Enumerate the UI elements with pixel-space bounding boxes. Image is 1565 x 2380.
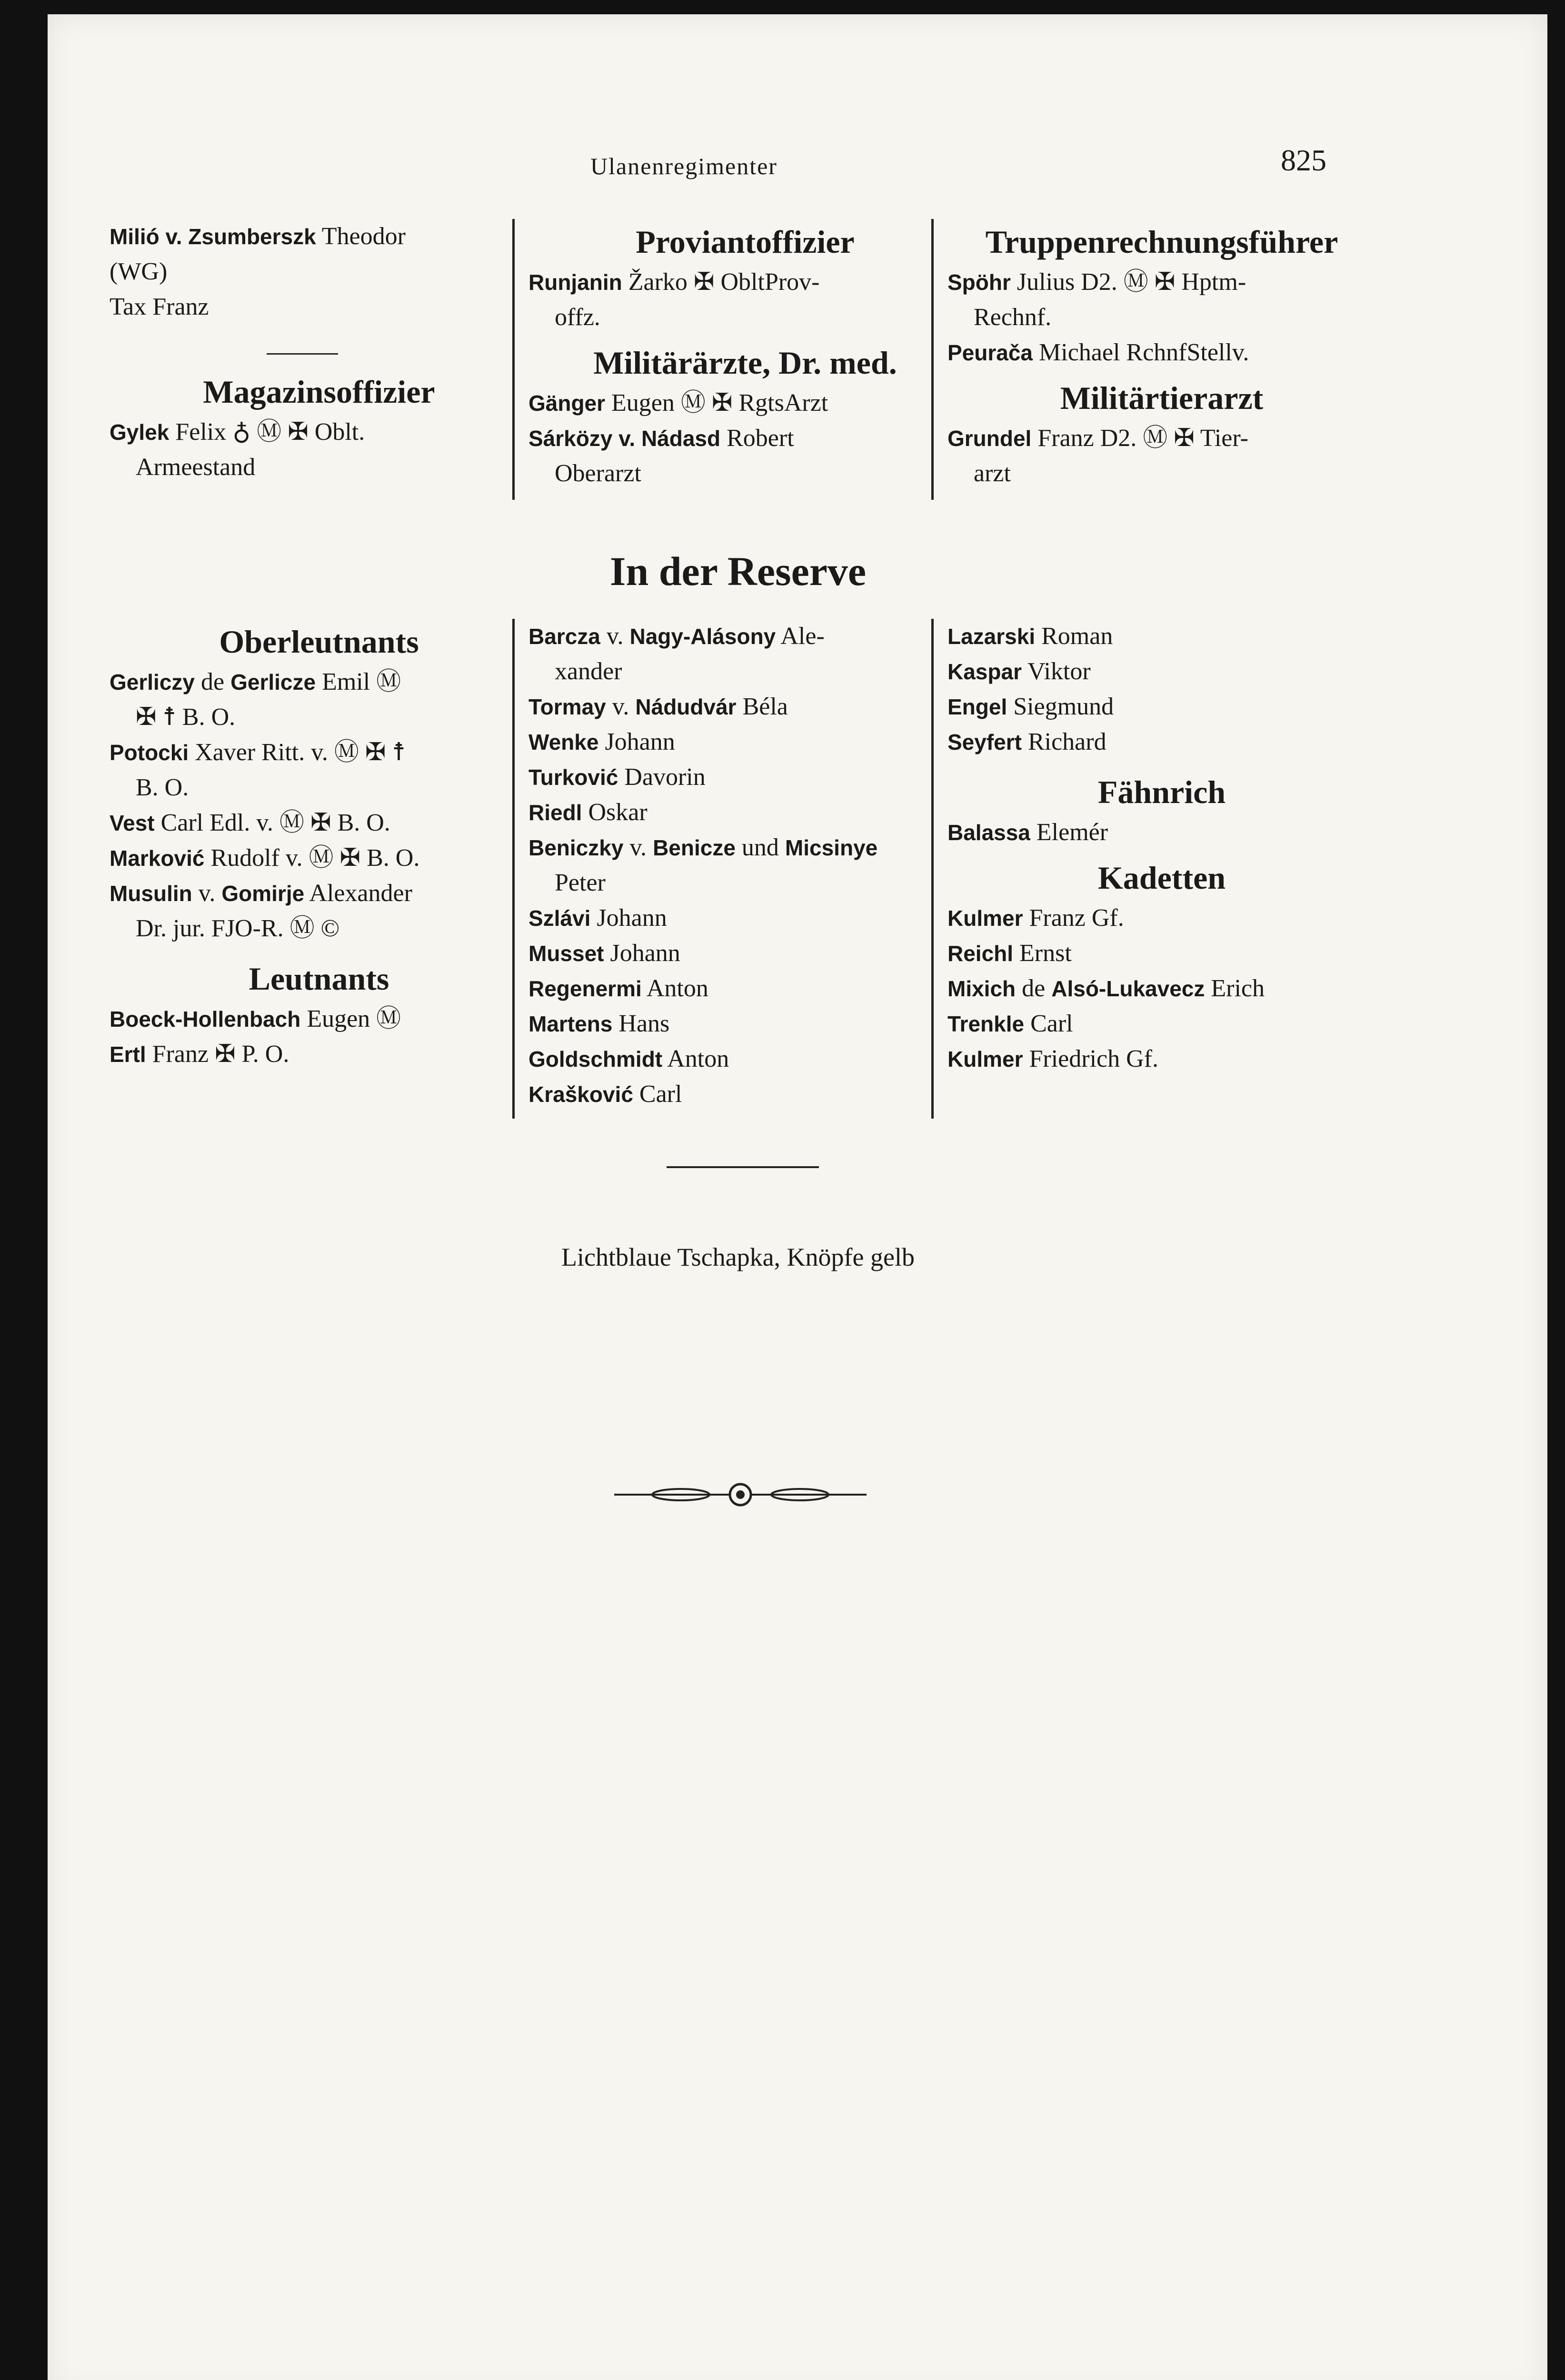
entry-text: (WG) <box>110 258 168 285</box>
section-title: Militärärzte, Dr. med. <box>593 345 897 381</box>
entry-line <box>110 735 528 770</box>
column-divider <box>931 219 934 500</box>
surname: Reichl <box>947 941 1014 966</box>
entry-text: Robert <box>720 425 794 452</box>
entry-line <box>528 1006 962 1041</box>
entry-line <box>528 689 962 724</box>
entry-line <box>110 876 528 911</box>
column-divider <box>512 219 515 500</box>
surname: Balassa <box>947 820 1030 845</box>
entry-line <box>110 1037 528 1072</box>
section-title: Kadetten <box>1097 860 1226 896</box>
surname: Nagy-Alásony <box>629 624 776 649</box>
surname: Nádudvár <box>635 694 737 719</box>
section-title: Magazinsoffizier <box>203 374 435 410</box>
column-divider <box>512 619 515 1119</box>
entry-line <box>528 971 962 1006</box>
entry-text: Peter <box>555 869 606 896</box>
entry-text: offz. <box>555 304 600 331</box>
surname: Gomirje <box>221 881 305 906</box>
entry-line <box>947 654 1376 689</box>
entry-line <box>947 1006 1376 1041</box>
entry-line <box>110 1002 528 1037</box>
short-rule <box>267 353 338 355</box>
section-rule <box>667 1166 819 1168</box>
surname: Lazarski <box>947 624 1036 649</box>
entry-line <box>947 901 1376 936</box>
entry-line <box>110 841 528 876</box>
entry-line <box>528 265 962 300</box>
entry-line <box>947 936 1376 971</box>
entry-line <box>110 700 528 735</box>
section-title: Proviantoffizier <box>636 224 855 260</box>
entry-line <box>110 805 528 841</box>
entry-line <box>528 421 962 456</box>
entry-line <box>110 254 528 289</box>
surname: Musulin <box>110 881 192 906</box>
surname: Benicze <box>653 835 736 860</box>
entry-text: Davorin <box>618 764 706 791</box>
surname: Alsó-Lukavecz <box>1051 976 1205 1001</box>
entry-line <box>947 421 1376 456</box>
surname: Potocki <box>110 740 189 765</box>
entry-text: Elemér <box>1030 819 1108 846</box>
entry-text: Viktor <box>1021 658 1091 685</box>
surname: Peurača <box>947 340 1033 365</box>
entry-line <box>528 300 962 335</box>
entry-line <box>110 911 528 946</box>
entry-text: Siegmund <box>1007 693 1114 720</box>
section-title: Militärtierarzt <box>1060 380 1264 416</box>
document-page <box>48 14 1547 2380</box>
entry-text: v. <box>192 880 222 907</box>
entry-text: xander <box>555 658 622 685</box>
entry-line <box>110 415 528 450</box>
entry-line <box>947 456 1376 491</box>
entry-text: Julius D2. Ⓜ ✠ Hptm- <box>1010 268 1246 296</box>
entry-text: Emil Ⓜ <box>316 668 401 695</box>
entry-text: Johann <box>598 728 675 755</box>
entry-text: ✠ ☨ B. O. <box>136 704 236 731</box>
entry-line <box>947 300 1376 335</box>
column-staff-middle <box>528 219 962 491</box>
surname: Barcza <box>528 624 600 649</box>
surname: Micsinye <box>785 835 878 860</box>
entry-line <box>947 815 1376 850</box>
surname: Grundel <box>947 426 1032 451</box>
surname: Szlávi <box>528 906 591 931</box>
surname: Kulmer <box>947 1047 1023 1071</box>
entry-line <box>110 219 528 254</box>
surname: Boeck-Hollenbach <box>110 1007 301 1031</box>
entry-line <box>528 830 962 865</box>
entry-line <box>947 971 1376 1006</box>
column-divider <box>931 619 934 1119</box>
entry-text: und <box>735 834 785 861</box>
entry-text: Béla <box>736 693 788 720</box>
entry-text: Carl <box>1024 1010 1073 1037</box>
surname: Riedl <box>528 800 582 825</box>
entry-text: Theodor <box>316 223 406 250</box>
entry-text: Eugen Ⓜ ✠ RgtsArzt <box>605 389 828 416</box>
entry-text: Roman <box>1035 623 1113 650</box>
ornament-icon <box>614 1480 867 1509</box>
surname: Ertl <box>110 1042 146 1067</box>
running-header: Ulanenregimenter <box>590 153 778 179</box>
surname: Goldschmidt <box>528 1047 663 1071</box>
entry-text: v. <box>623 834 653 861</box>
surname: Engel <box>947 694 1007 719</box>
entry-text: Žarko ✠ ObltProv- <box>622 268 820 296</box>
surname: Turković <box>528 765 618 790</box>
entry-line <box>110 450 528 485</box>
entry-text: Eugen Ⓜ <box>300 1005 401 1032</box>
surname: Marković <box>110 846 205 871</box>
entry-text: Hans <box>612 1010 670 1037</box>
entry-text: Friedrich Gf. <box>1023 1045 1158 1072</box>
entry-line <box>528 386 962 421</box>
entry-line <box>947 724 1376 760</box>
entry-text: de <box>1016 975 1052 1002</box>
page-number: 825 <box>1281 143 1326 177</box>
entry-text: Ernst <box>1013 940 1072 967</box>
entry-text: Oskar <box>582 799 648 826</box>
entry-text: Xaver Ritt. v. Ⓜ ✠ ☨ <box>189 739 406 766</box>
surname: Krašković <box>528 1082 633 1107</box>
column-reserve-middle <box>528 619 962 1112</box>
entry-text: Carl <box>633 1081 682 1108</box>
surname: Gerliczy <box>110 670 195 694</box>
surname: Vest <box>110 811 155 835</box>
column-staff-left <box>110 219 528 485</box>
section-title: Truppenrechnungsführer <box>985 224 1338 260</box>
entry-text: B. O. <box>136 774 189 801</box>
surname: Tormay <box>528 694 606 719</box>
surname: Regenermi <box>528 976 642 1001</box>
section-title: Fähnrich <box>1097 774 1226 810</box>
entry-line <box>110 289 528 325</box>
entry-text: Carl Edl. v. Ⓜ ✠ B. O. <box>154 809 390 836</box>
entry-text: Richard <box>1021 728 1106 755</box>
surname: Beniczky <box>528 835 624 860</box>
entry-text: Tax Franz <box>110 293 209 320</box>
entry-text: Franz D2. Ⓜ ✠ Tier- <box>1031 425 1248 452</box>
surname: Trenkle <box>947 1012 1025 1036</box>
entry-text: v. <box>600 623 630 650</box>
entry-line <box>110 770 528 805</box>
entry-line <box>528 936 962 971</box>
surname: Spöhr <box>947 270 1011 295</box>
entry-text: Ale- <box>776 623 825 650</box>
entry-text: Erich <box>1205 975 1265 1002</box>
surname: Sárközy v. Nádasd <box>528 426 721 451</box>
entry-line <box>947 335 1376 370</box>
entry-line <box>528 724 962 760</box>
entry-text: Alexander <box>304 880 412 907</box>
entry-text: de <box>195 668 231 695</box>
entry-text: Dr. jur. FJO-R. Ⓜ © <box>136 915 340 942</box>
surname: Gerlicze <box>230 670 316 694</box>
surname: Kulmer <box>947 906 1023 931</box>
entry-text: arzt <box>974 460 1011 487</box>
entry-line <box>528 1077 962 1112</box>
entry-line <box>528 654 962 689</box>
entry-line <box>528 1041 962 1077</box>
entry-text: Michael RchnfStellv. <box>1033 339 1249 366</box>
column-reserve-right <box>947 619 1376 1077</box>
entry-line <box>947 619 1376 654</box>
entry-line <box>947 689 1376 724</box>
surname: Wenke <box>528 730 599 754</box>
entry-line <box>528 456 962 491</box>
entry-text: Franz Gf. <box>1023 904 1124 932</box>
ornament-rule <box>614 1480 867 1509</box>
entry-line <box>528 760 962 795</box>
surname: Gänger <box>528 391 606 416</box>
surname: Mixich <box>947 976 1016 1001</box>
entry-text: Felix ♁ Ⓜ ✠ Oblt. <box>169 418 365 446</box>
uniform-note: Lichtblaue Tschapka, Knöpfe gelb <box>561 1243 915 1271</box>
entry-text: Johann <box>590 904 667 932</box>
reserve-heading: In der Reserve <box>609 548 867 594</box>
surname: Seyfert <box>947 730 1022 754</box>
entry-text: Anton <box>662 1045 729 1072</box>
entry-line <box>947 1041 1376 1077</box>
entry-line <box>110 664 528 700</box>
entry-text: Armeestand <box>136 454 256 481</box>
surname: Martens <box>528 1012 613 1036</box>
entry-text: Rechnf. <box>974 304 1052 331</box>
entry-line <box>528 795 962 830</box>
surname: Runjanin <box>528 270 622 295</box>
entry-line <box>528 901 962 936</box>
entry-line <box>528 865 962 901</box>
section-title: Leutnants <box>249 961 389 997</box>
column-staff-right <box>947 219 1376 491</box>
column-reserve-left <box>110 619 528 1072</box>
entry-line <box>947 265 1376 300</box>
section-title: Oberleutnants <box>219 624 419 660</box>
surname: Kaspar <box>947 659 1022 684</box>
entry-text: Johann <box>604 940 680 967</box>
entry-text: Rudolf v. Ⓜ ✠ B. O. <box>204 844 420 872</box>
surname: Gylek <box>110 420 169 445</box>
entry-text: Anton <box>641 975 708 1002</box>
entry-text: Oberarzt <box>555 460 641 487</box>
entry-text: Franz ✠ P. O. <box>146 1041 289 1068</box>
surname: Milió v. Zsumberszk <box>110 224 316 249</box>
entry-line <box>528 619 962 654</box>
entry-text: v. <box>606 693 636 720</box>
surname: Musset <box>528 941 604 966</box>
